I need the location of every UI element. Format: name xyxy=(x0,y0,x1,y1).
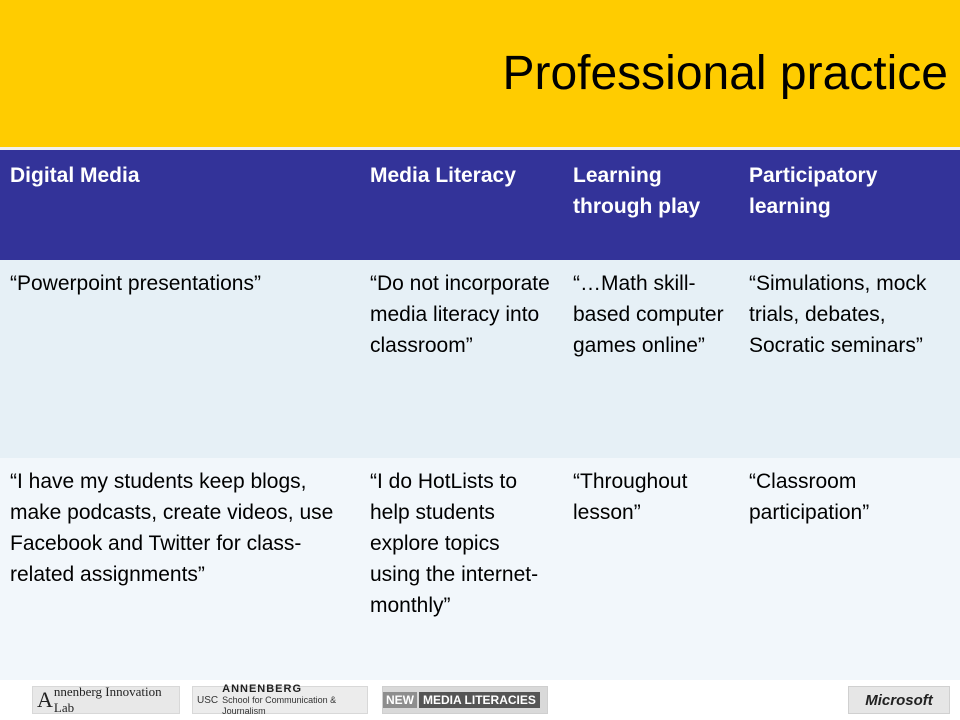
annenberg-lab-text: nnenberg Innovation Lab xyxy=(53,684,162,715)
header-digital-media: Digital Media xyxy=(0,150,360,260)
footer-logos xyxy=(0,680,960,720)
table-cell: “Classroom participation” xyxy=(739,458,960,688)
title-banner xyxy=(0,0,960,150)
microsoft-wordmark: Microsoft xyxy=(865,691,933,709)
usc-name: ANNENBERG xyxy=(222,682,303,695)
usc-annenberg-logo xyxy=(192,682,368,716)
header-row xyxy=(0,150,960,260)
table-cell: “Simulations, mock trials, debates, Socratic seminars” xyxy=(739,260,960,458)
table-cell: “Powerpoint presentations” xyxy=(0,260,360,458)
annenberg-innovation-lab-logo xyxy=(32,686,180,714)
nml-new: NEW xyxy=(383,692,417,708)
microsoft-logo xyxy=(848,686,950,714)
table-cell: “Do not incorporate media literacy into classroom” xyxy=(360,260,563,458)
header-learning-through-play: Learning through play xyxy=(563,150,739,260)
slide-title: Professional practice xyxy=(502,47,948,100)
table-cell: “…Math skill-based computer games online” xyxy=(563,260,739,458)
practice-table xyxy=(0,150,960,688)
usc-text-stack xyxy=(222,684,367,717)
table-row xyxy=(0,458,960,688)
table-cell: “I do HotLists to help students explore topics using the internet- monthly” xyxy=(360,458,563,688)
table-row xyxy=(0,260,960,458)
table-cell: “Throughout lesson” xyxy=(563,458,739,688)
annenberg-initial: A xyxy=(37,687,53,712)
nml-rest: MEDIA LITERACIES xyxy=(419,692,540,708)
table-cell: “I have my students keep blogs, make podcasts, create videos, use Facebook and Twitter for class-related assignments” xyxy=(0,458,360,688)
new-media-literacies-logo xyxy=(382,686,548,714)
header-media-literacy: Media Literacy xyxy=(360,150,563,260)
usc-mark: USC xyxy=(197,694,219,706)
header-participatory-learning: Participatory learning xyxy=(739,150,960,260)
usc-subtitle: School for Communication & Journalism xyxy=(222,694,337,716)
